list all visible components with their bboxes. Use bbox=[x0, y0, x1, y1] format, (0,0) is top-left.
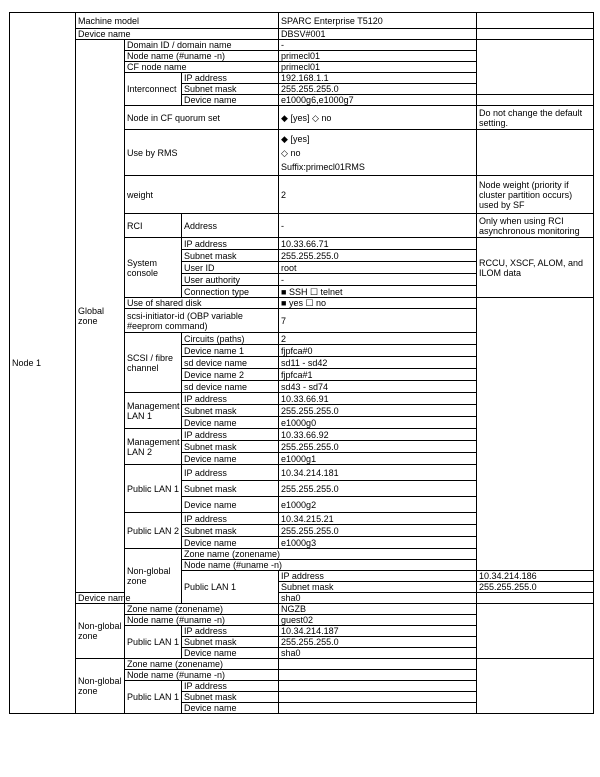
sub-label: Subnet mask bbox=[182, 525, 279, 537]
zonename-label: Zone name (zonename) bbox=[125, 604, 279, 615]
sub-value bbox=[279, 703, 477, 714]
sub-value: 255.255.255.0 bbox=[279, 84, 477, 95]
shared-disk-value: ■ yes ☐ no bbox=[279, 298, 477, 309]
sub-label: IP address bbox=[182, 73, 279, 84]
sub-label: Subnet mask bbox=[182, 692, 279, 703]
zone-node-label: Node name (#uname -n) bbox=[125, 670, 279, 681]
sub-label: Device name bbox=[182, 537, 279, 549]
sub-label: User authority bbox=[182, 274, 279, 286]
sub-label: Device name 1 bbox=[182, 345, 279, 357]
weight-label: weight bbox=[125, 176, 279, 214]
sub-label: IP address bbox=[182, 465, 279, 481]
sub-label: User ID bbox=[182, 262, 279, 274]
weight-note: Node weight (priority if cluster partition occurs) used by SF bbox=[477, 176, 594, 214]
zone-public-lan-label: Public LAN 1 bbox=[125, 626, 182, 659]
mgmt-lan-1-label: Management LAN 1 bbox=[125, 393, 182, 429]
sub-value: e1000g2 bbox=[279, 497, 477, 513]
public-lan-1-label: Public LAN 1 bbox=[125, 465, 182, 513]
sub-value: sd11 - sd42 bbox=[279, 357, 477, 369]
sub-label: IP address bbox=[182, 393, 279, 405]
zone-node-value: guest02 bbox=[279, 615, 477, 626]
public-lan-2-label: Public LAN 2 bbox=[125, 513, 182, 549]
sub-value: 255.255.255.0 bbox=[279, 405, 477, 417]
cf-quorum-value: ◆ [yes] ◇ no bbox=[279, 106, 477, 130]
device-name-label: Device name bbox=[76, 29, 279, 40]
sub-label: IP address bbox=[182, 681, 279, 692]
sub-value: sha0 bbox=[279, 648, 477, 659]
zone-node-value bbox=[279, 670, 477, 681]
sub-label: Connection type bbox=[182, 286, 279, 298]
sub-label: IP address bbox=[182, 626, 279, 637]
sub-value: 10.33.66.92 bbox=[279, 429, 477, 441]
zonename-label: Zone name (zonename) bbox=[182, 549, 477, 560]
non-global-zone-label: Non-global zone bbox=[76, 604, 125, 659]
sub-label: IP address bbox=[182, 513, 279, 525]
zonename-value bbox=[279, 659, 477, 670]
sub-label: Subnet mask bbox=[182, 405, 279, 417]
sub-label: Circuits (paths) bbox=[182, 333, 279, 345]
rms-value bbox=[279, 130, 477, 176]
sub-value: 10.34.214.186 bbox=[477, 571, 594, 582]
rci-label: RCI bbox=[125, 214, 182, 238]
mgmt-lan-2-label: Management LAN 2 bbox=[125, 429, 182, 465]
zonename-label: Zone name (zonename) bbox=[125, 659, 279, 670]
sub-value: 10.34.214.187 bbox=[279, 626, 477, 637]
rms-yes: ◆ [yes] bbox=[281, 133, 310, 144]
zone-node-label: Node name (#uname -n) bbox=[182, 560, 477, 571]
machine-model-value: SPARC Enterprise T5120 bbox=[279, 13, 477, 29]
rms-suffix: Suffix:primecl01RMS bbox=[281, 161, 365, 172]
sub-label: Subnet mask bbox=[182, 250, 279, 262]
sub-value: e1000g1 bbox=[279, 453, 477, 465]
sub-label: IP address bbox=[279, 571, 477, 582]
sub-value: sha0 bbox=[279, 593, 477, 604]
sub-value: 255.255.255.0 bbox=[279, 637, 477, 648]
sub-value: 255.255.255.0 bbox=[279, 250, 477, 262]
sub-label: Subnet mask bbox=[279, 582, 477, 593]
sub-label: Subnet mask bbox=[182, 84, 279, 95]
sub-value: 2 bbox=[279, 333, 477, 345]
sub-value: 255.255.255.0 bbox=[279, 481, 477, 497]
rms-no: ◇ no bbox=[281, 147, 301, 158]
zone-public-lan-label: Public LAN 1 bbox=[125, 681, 182, 714]
sub-value: 255.255.255.0 bbox=[477, 582, 594, 593]
scsi-id-label: scsi-initiator-id (OBP variable #eeprom command) bbox=[125, 309, 279, 333]
sub-value: 255.255.255.0 bbox=[279, 441, 477, 453]
console-label: System console bbox=[125, 238, 182, 298]
sub-value: - bbox=[279, 274, 477, 286]
rci-sub-label: Address bbox=[182, 214, 279, 238]
sub-value: e1000g6,e1000g7 bbox=[279, 95, 477, 106]
weight-value: 2 bbox=[279, 176, 477, 214]
non-global-zone-label: Non-global zone bbox=[76, 659, 125, 714]
node-name-value: primecl01 bbox=[279, 51, 477, 62]
scsi-id-value: 7 bbox=[279, 309, 477, 333]
sub-value bbox=[279, 692, 477, 703]
sub-label: Device name bbox=[182, 453, 279, 465]
device-name-value: DBSV#001 bbox=[279, 29, 477, 40]
sub-value: e1000g0 bbox=[279, 417, 477, 429]
console-note: RCCU, XSCF, ALOM, and ILOM data bbox=[477, 238, 594, 298]
sub-value: sd43 - sd74 bbox=[279, 381, 477, 393]
sub-value: 10.33.66.91 bbox=[279, 393, 477, 405]
sub-value bbox=[279, 681, 477, 692]
sub-label: Subnet mask bbox=[182, 637, 279, 648]
cf-quorum-label: Node in CF quorum set bbox=[125, 106, 279, 130]
rci-value: - bbox=[279, 214, 477, 238]
sub-label: Device name 2 bbox=[182, 369, 279, 381]
node-config-table bbox=[9, 12, 594, 714]
global-zone-label: Global zone bbox=[76, 40, 125, 593]
sub-label: sd device name bbox=[182, 381, 279, 393]
scsi-label: SCSI / fibre channel bbox=[125, 333, 182, 393]
domain-label: Domain ID / domain name bbox=[125, 40, 279, 51]
sub-value: root bbox=[279, 262, 477, 274]
sub-label: Device name bbox=[182, 648, 279, 659]
cf-node-value: primecl01 bbox=[279, 62, 477, 73]
sub-value: fjpfca#1 bbox=[279, 369, 477, 381]
domain-value: - bbox=[279, 40, 477, 51]
rci-note: Only when using RCI asynchronous monitoring bbox=[477, 214, 594, 238]
interconnect-label: Interconnect bbox=[125, 73, 182, 106]
connection-type-value: ■ SSH ☐ telnet bbox=[279, 286, 477, 298]
sub-value: e1000g3 bbox=[279, 537, 477, 549]
sub-label: Device name bbox=[182, 497, 279, 513]
sub-label: Device name bbox=[182, 95, 279, 106]
non-global-zone-label: Non-global zone bbox=[125, 549, 182, 604]
sub-value: fjpfca#0 bbox=[279, 345, 477, 357]
sub-label: Subnet mask bbox=[182, 481, 279, 497]
shared-disk-label: Use of shared disk bbox=[125, 298, 279, 309]
cf-quorum-note: Do not change the default setting. bbox=[477, 106, 594, 130]
sub-value: 10.34.214.181 bbox=[279, 465, 477, 481]
sub-label: Device name bbox=[182, 703, 279, 714]
machine-model-label: Machine model bbox=[76, 13, 279, 29]
sub-label: sd device name bbox=[182, 357, 279, 369]
sub-value: 10.33.66.71 bbox=[279, 238, 477, 250]
sub-label: Subnet mask bbox=[182, 441, 279, 453]
zone-public-lan-label: Public LAN 1 bbox=[182, 571, 279, 604]
node-name-label: Node name (#uname -n) bbox=[125, 51, 279, 62]
sub-label: IP address bbox=[182, 238, 279, 250]
sub-value: 10.34.215.21 bbox=[279, 513, 477, 525]
cf-node-label: CF node name bbox=[125, 62, 279, 73]
sub-label: Device name bbox=[182, 417, 279, 429]
zonename-value: NGZB bbox=[279, 604, 477, 615]
sub-value: 192.168.1.1 bbox=[279, 73, 477, 84]
zone-node-label: Node name (#uname -n) bbox=[125, 615, 279, 626]
rms-label: Use by RMS bbox=[125, 130, 279, 176]
sub-label: IP address bbox=[182, 429, 279, 441]
node-label: Node 1 bbox=[10, 13, 76, 714]
sub-label: Device name bbox=[76, 593, 125, 604]
sub-value: 255.255.255.0 bbox=[279, 525, 477, 537]
